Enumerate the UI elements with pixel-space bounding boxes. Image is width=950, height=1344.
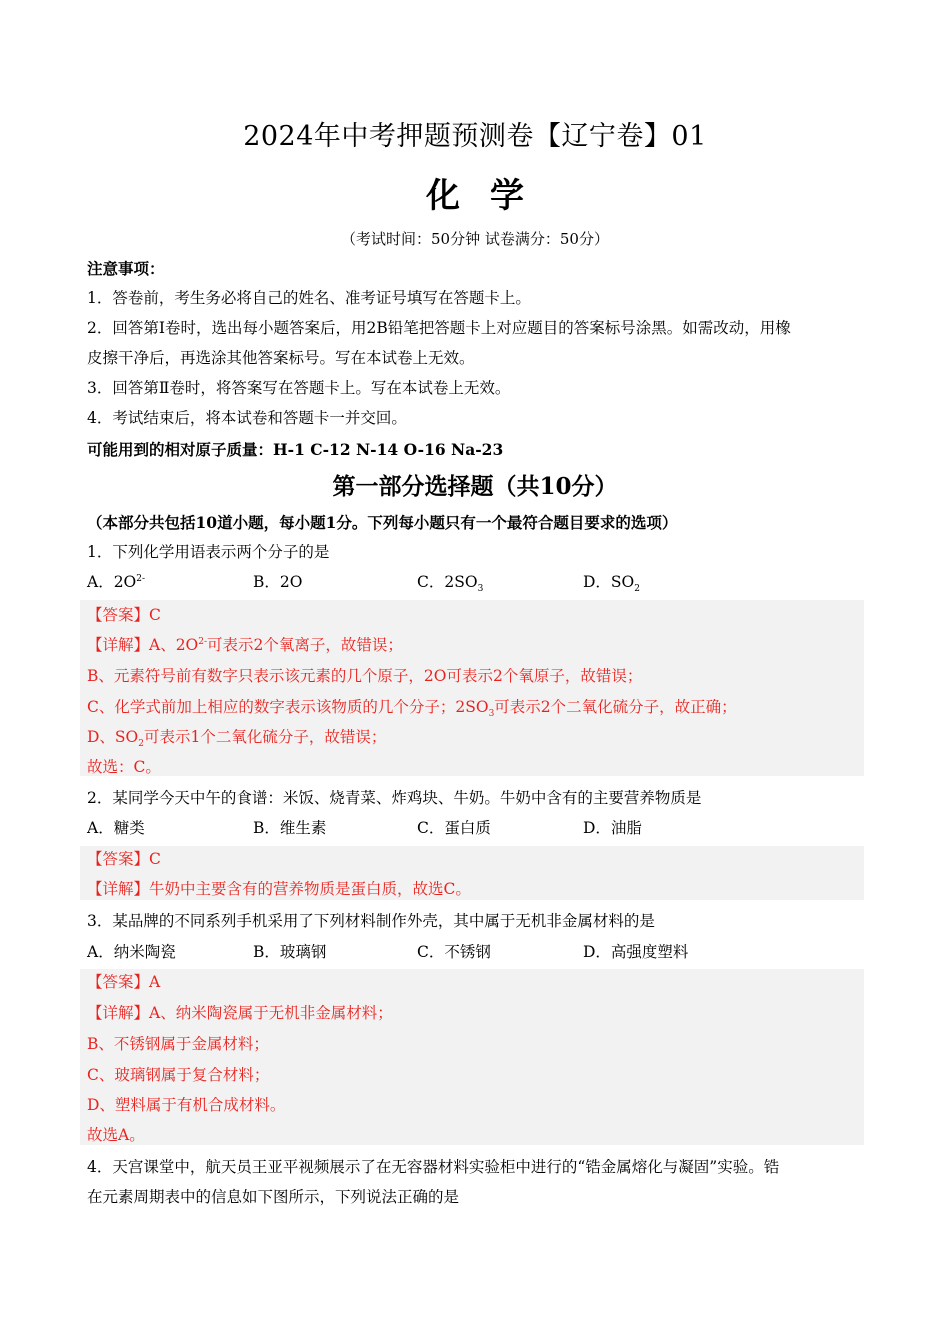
exam-title: 2024年中考押题预测卷【辽宁卷】01 <box>243 121 707 152</box>
option-a: A．糖类 <box>87 819 145 837</box>
option-d: D．$SO_2$ <box>583 573 640 595</box>
option-c: C．不锈钢 <box>417 943 491 961</box>
question-4-stem-line-2: 在元素周期表中的信息如下图所示，下列说法正确的是 <box>87 1188 460 1206</box>
explanation-3-line-5: 故选A。 <box>87 1126 145 1144</box>
question-1-options <box>87 567 867 598</box>
answer-box-2 <box>80 846 864 900</box>
option-d: D．高强度塑料 <box>583 943 689 961</box>
explanation-3-line-1: 【详解】A、纳米陶瓷属于无机非金属材料； <box>87 1004 393 1022</box>
note-3: 3．回答第Ⅱ卷时，将答案写在答题卡上。写在本试卷上无效。 <box>87 379 511 397</box>
question-4-stem-line-1: 4．天宫课堂中，航天员王亚平视频展示了在无容器材料实验柜中进行的“锆金属熔化与凝固”实验。锆 <box>87 1158 780 1176</box>
notes-heading: 注意事项： <box>87 259 165 278</box>
explanation-1-line-4: D、$SO_2$可表示1个二氧化硫分子，故错误； <box>87 728 387 750</box>
section-title: 第一部分选择题（共10分） <box>332 473 618 500</box>
option-b: B．玻璃钢 <box>253 943 327 961</box>
option-a: A．纳米陶瓷 <box>87 943 176 961</box>
question-3-options <box>87 937 867 968</box>
option-b: B．维生素 <box>253 819 327 837</box>
note-2-line-1: 2．回答第Ⅰ卷时，选出每小题答案后，用2B铅笔把答题卡上对应题目的答案标号涂黑。如需改动，用橡 <box>87 319 791 337</box>
question-2-stem: 2．某同学今天中午的食谱：米饭、烧青菜、炸鸡块、牛奶。牛奶中含有的主要营养物质是 <box>87 789 702 807</box>
note-2-line-2: 皮擦干净后，再选涂其他答案标号。写在本试卷上无效。 <box>87 349 475 367</box>
explanation-1-line-1: 【详解】A、$2O^{2-}$可表示2个氧离子，故错误； <box>87 636 403 654</box>
answer-box-3 <box>80 969 864 1145</box>
answer-1: 【答案】C <box>87 606 161 624</box>
option-a: A．$2O^{2-}$ <box>87 573 146 591</box>
exam-info: （考试时间：50分钟 试卷满分：50分） <box>341 230 609 248</box>
option-b: B．2O <box>253 573 303 591</box>
answer-3: 【答案】A <box>87 973 161 991</box>
explanation-1-line-2: B、元素符号前有数字只表示该元素的几个原子，2O可表示2个氧原子，故错误； <box>87 667 643 685</box>
note-4: 4．考试结束后，将本试卷和答题卡一并交回。 <box>87 409 407 427</box>
explanation-2-line-1: 【详解】牛奶中主要含有的营养物质是蛋白质，故选C。 <box>87 880 471 898</box>
section-instruction: （本部分共包括10道小题，每小题1分。下列每小题只有一个最符合题目要求的选项） <box>87 513 678 532</box>
subject-title: 化学 <box>426 176 554 216</box>
question-1-stem: 1．下列化学用语表示两个分子的是 <box>87 543 330 561</box>
question-2-options <box>87 813 867 844</box>
explanation-1-line-5: 故选：C。 <box>87 758 161 776</box>
atomic-mass-info: 可能用到的相对原子质量：H-1 C-12 N-14 O-16 Na-23 <box>87 440 504 459</box>
question-3-stem: 3．某品牌的不同系列手机采用了下列材料制作外壳，其中属于无机非金属材料的是 <box>87 912 655 930</box>
explanation-1-line-3: C、化学式前加上相应的数字表示该物质的几个分子；$2SO_3$可表示2个二氧化硫分子，故正确； <box>87 698 737 720</box>
answer-box-1 <box>80 600 864 776</box>
explanation-3-line-4: D、塑料属于有机合成材料。 <box>87 1096 286 1114</box>
note-1: 1．答卷前，考生务必将自己的姓名、准考证号填写在答题卡上。 <box>87 289 531 307</box>
option-c: C．蛋白质 <box>417 819 491 837</box>
option-c: C．$2SO_3$ <box>417 573 484 595</box>
option-d: D．油脂 <box>583 819 642 837</box>
explanation-3-line-2: B、不锈钢属于金属材料； <box>87 1035 269 1053</box>
answer-2: 【答案】C <box>87 850 161 868</box>
explanation-3-line-3: C、玻璃钢属于复合材料； <box>87 1066 270 1084</box>
